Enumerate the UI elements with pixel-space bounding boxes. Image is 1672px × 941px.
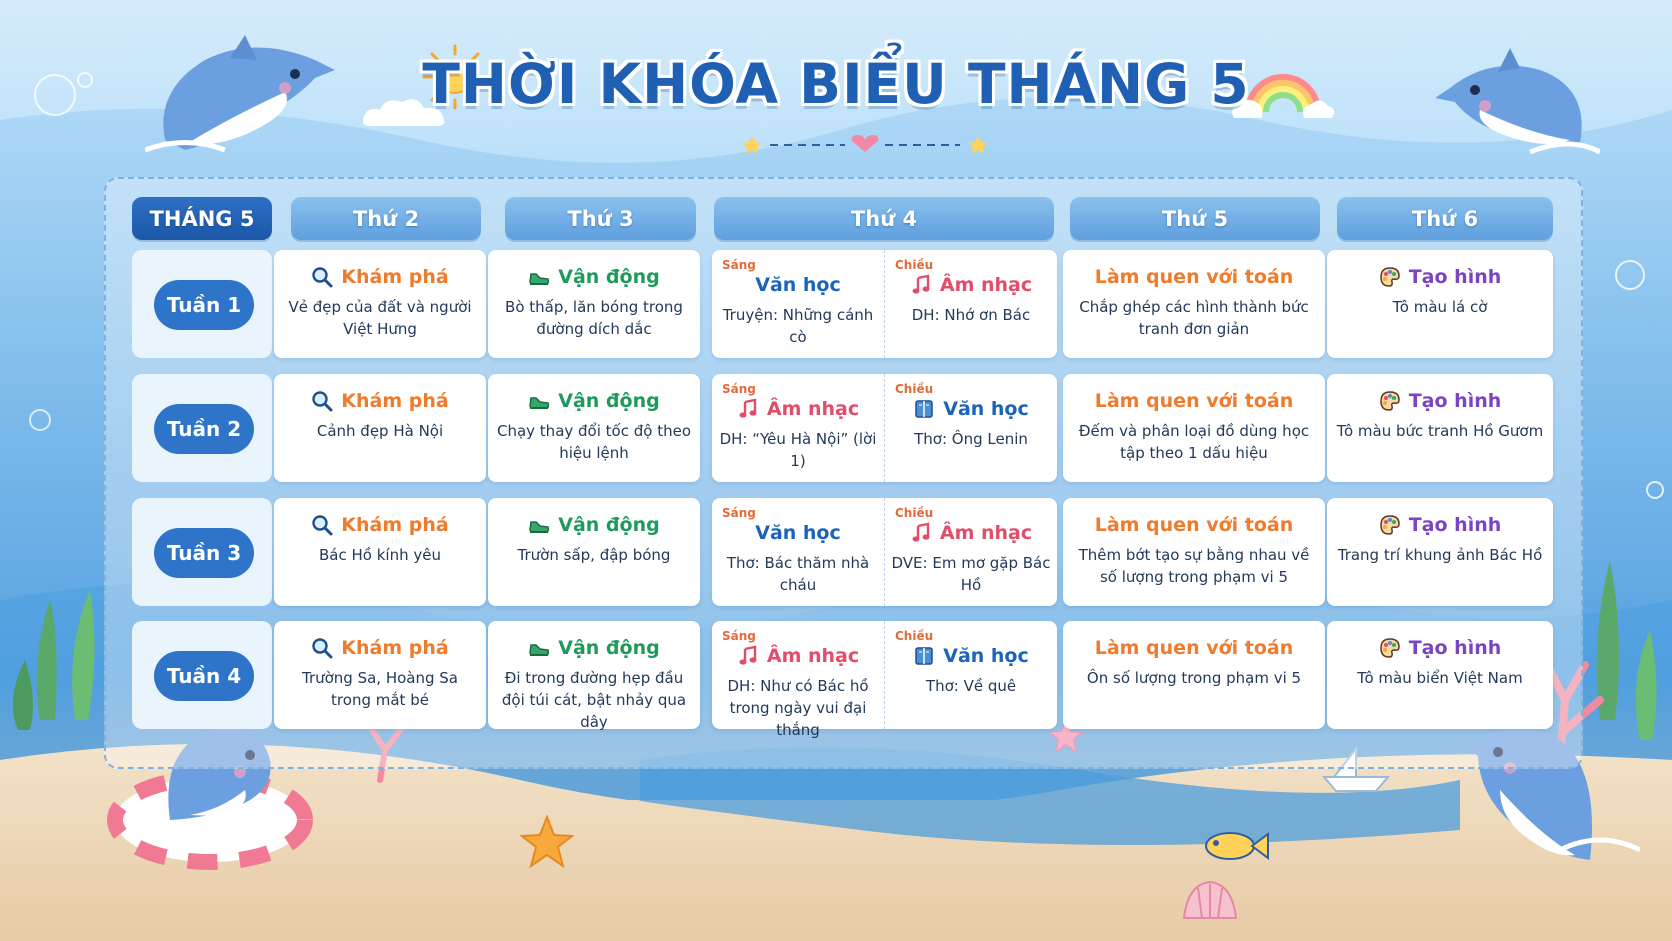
activity-text: Cảnh đẹp Hà Nội (316, 422, 444, 440)
subject-title (891, 274, 1051, 296)
sneaker-icon (528, 514, 550, 536)
wed-morning (712, 250, 884, 358)
palette-icon (1379, 514, 1401, 536)
header-day-tue: Thứ 3 (505, 197, 696, 240)
header-day-mon: Thứ 2 (291, 197, 481, 240)
music-note-icon (910, 522, 932, 544)
activity-text: Thêm bớt tạo sự bằng nhau về số lượng trong phạm vi 5 (1078, 546, 1310, 586)
sneaker-icon (528, 637, 550, 659)
activity-text: DVE: Em mơ gặp Bác Hồ (891, 554, 1051, 594)
subject-title (1333, 514, 1547, 536)
sneaker-icon (528, 266, 550, 288)
subject-title (280, 637, 480, 659)
schedule-cell-fri (1327, 374, 1553, 482)
week-label: Tuần 2 (154, 404, 254, 454)
subject-title (1333, 390, 1547, 412)
schedule-cell-mon (274, 498, 486, 606)
music-note-icon (737, 645, 759, 667)
session-tag: Chiều (895, 382, 934, 396)
activity-text: Truyện: Những cánh cò (722, 306, 874, 346)
magnifier-icon (311, 266, 333, 288)
activity-text: Đi trong đường hẹp đầu đội túi cát, bật nhảy qua dây (501, 669, 687, 731)
activity-text: Bác Hồ kính yêu (319, 546, 441, 564)
schedule-cell-wed (712, 374, 1057, 482)
activity-text: Vẻ đẹp của đất và người Việt Hưng (288, 298, 472, 338)
week-label: Tuần 4 (154, 651, 254, 701)
activity-text: Trườn sấp, đập bóng (517, 546, 671, 564)
header-day-thu: Thứ 5 (1070, 197, 1320, 240)
week-label: Tuần 3 (154, 528, 254, 578)
subject-label: Vận động (558, 266, 660, 288)
activity-text: Thơ: Về quê (925, 677, 1017, 695)
schedule-cell-tue (488, 621, 700, 729)
wed-morning (712, 498, 884, 606)
week-label-cell (132, 250, 272, 358)
schedule-cell-wed (712, 498, 1057, 606)
subject-title (1069, 390, 1319, 412)
activity-text: DH: “Yêu Hà Nội” (lời 1) (719, 430, 877, 470)
subject-title (280, 266, 480, 288)
schedule-cell-mon (274, 374, 486, 482)
week-label-cell (132, 374, 272, 482)
palette-icon (1379, 637, 1401, 659)
subject-label: Âm nhạc (766, 398, 860, 420)
subject-title (718, 398, 878, 420)
subject-label: Văn học (755, 274, 841, 296)
subject-label: Vận động (558, 514, 660, 536)
subject-title (280, 514, 480, 536)
subject-title (494, 637, 694, 659)
subject-title (718, 522, 878, 544)
session-tag: Sáng (722, 629, 756, 643)
subject-title (1069, 514, 1319, 536)
magnifier-icon (311, 390, 333, 412)
subject-label: Vận động (558, 390, 660, 412)
subject-title (1333, 637, 1547, 659)
shell-icon (1180, 880, 1240, 924)
schedule-cell-thu (1063, 621, 1325, 729)
subject-title (891, 645, 1051, 667)
subject-title (718, 274, 878, 296)
schedule-cell-thu (1063, 498, 1325, 606)
schedule-cell-thu (1063, 250, 1325, 358)
subject-title (891, 522, 1051, 544)
schedule-cell-mon (274, 621, 486, 729)
subject-label: Khám phá (341, 266, 449, 288)
schedule-cell-fri (1327, 250, 1553, 358)
wed-afternoon (884, 374, 1057, 482)
activity-text: Thơ: Bác thăm nhà cháu (726, 554, 870, 594)
subject-title (718, 645, 878, 667)
activity-text: Tô màu biển Việt Nam (1357, 669, 1523, 687)
starfish-icon (520, 815, 574, 869)
page-title: THỜI KHÓA BIỂU THÁNG 5 (422, 52, 1250, 116)
subject-label: Làm quen với toán (1094, 390, 1294, 412)
sneaker-icon (528, 390, 550, 412)
header-day-fri: Thứ 6 (1337, 197, 1553, 240)
subject-title (494, 514, 694, 536)
subject-label: Tạo hình (1408, 266, 1502, 288)
title-divider-heart-icon (740, 132, 990, 156)
schedule-cell-mon (274, 250, 486, 358)
wed-afternoon (884, 621, 1057, 729)
subject-label: Văn học (755, 522, 841, 544)
wed-morning (712, 374, 884, 482)
session-tag: Chiều (895, 258, 934, 272)
session-tag: Sáng (722, 506, 756, 520)
subject-title (1069, 266, 1319, 288)
activity-text: Bò thấp, lăn bóng trong đường dích dắc (505, 298, 683, 338)
wed-morning (712, 621, 884, 739)
session-tag: Chiều (895, 506, 934, 520)
activity-text: Trường Sa, Hoàng Sa trong mắt bé (301, 669, 458, 709)
header-day-wed: Thứ 4 (714, 197, 1054, 240)
header-month: THÁNG 5 (132, 197, 272, 240)
magnifier-icon (311, 637, 333, 659)
subject-label: Khám phá (341, 390, 449, 412)
subject-label: Làm quen với toán (1094, 266, 1294, 288)
subject-title (494, 266, 694, 288)
subject-label: Văn học (943, 645, 1029, 667)
subject-title (1333, 266, 1547, 288)
schedule-cell-tue (488, 374, 700, 482)
session-tag: Sáng (722, 382, 756, 396)
subject-label: Tạo hình (1408, 637, 1502, 659)
schedule-cell-tue (488, 498, 700, 606)
magnifier-icon (311, 514, 333, 536)
activity-text: Tô màu bức tranh Hồ Gươm (1336, 422, 1544, 440)
music-note-icon (910, 274, 932, 296)
week-label-cell (132, 621, 272, 729)
music-note-icon (737, 398, 759, 420)
subject-label: Làm quen với toán (1094, 637, 1294, 659)
fish-icon (1200, 826, 1270, 866)
wed-afternoon (884, 250, 1057, 358)
schedule-cell-wed (712, 621, 1057, 739)
session-tag: Chiều (895, 629, 934, 643)
activity-text: DH: Như có Bác hồ trong ngày vui đại thắng (727, 677, 869, 739)
schedule-cell-tue (488, 250, 700, 358)
activity-text: Tô màu lá cờ (1392, 298, 1488, 316)
activity-text: DH: Nhớ ơn Bác (911, 306, 1031, 324)
subject-label: Vận động (558, 637, 660, 659)
subject-label: Khám phá (341, 514, 449, 536)
subject-label: Làm quen với toán (1094, 514, 1294, 536)
subject-title (280, 390, 480, 412)
schedule-cell-wed (712, 250, 1057, 358)
subject-title (1069, 637, 1319, 659)
activity-text: Trang trí khung ảnh Bác Hồ (1337, 546, 1543, 564)
activity-text: Ôn số lượng trong phạm vi 5 (1086, 669, 1302, 687)
activity-text: Thơ: Ông Lenin (914, 430, 1028, 448)
subject-label: Âm nhạc (939, 274, 1033, 296)
subject-label: Âm nhạc (939, 522, 1033, 544)
week-label: Tuần 1 (154, 280, 254, 330)
palette-icon (1379, 266, 1401, 288)
book-icon (913, 398, 935, 420)
subject-title (494, 390, 694, 412)
schedule-cell-fri (1327, 498, 1553, 606)
palette-icon (1379, 390, 1401, 412)
activity-text: Chắp ghép các hình thành bức tranh đơn giản (1079, 298, 1309, 338)
session-tag: Sáng (722, 258, 756, 272)
book-icon (913, 645, 935, 667)
subject-label: Âm nhạc (766, 645, 860, 667)
activity-text: Chạy thay đổi tốc độ theo hiệu lệnh (496, 422, 691, 462)
activity-text: Đếm và phân loại đồ dùng học tập theo 1 dấu hiệu (1078, 422, 1310, 462)
schedule-cell-thu (1063, 374, 1325, 482)
subject-label: Tạo hình (1408, 514, 1502, 536)
week-label-cell (132, 498, 272, 606)
subject-label: Tạo hình (1408, 390, 1502, 412)
subject-title (891, 398, 1051, 420)
subject-label: Văn học (943, 398, 1029, 420)
subject-label: Khám phá (341, 637, 449, 659)
schedule-cell-fri (1327, 621, 1553, 729)
wed-afternoon (884, 498, 1057, 606)
